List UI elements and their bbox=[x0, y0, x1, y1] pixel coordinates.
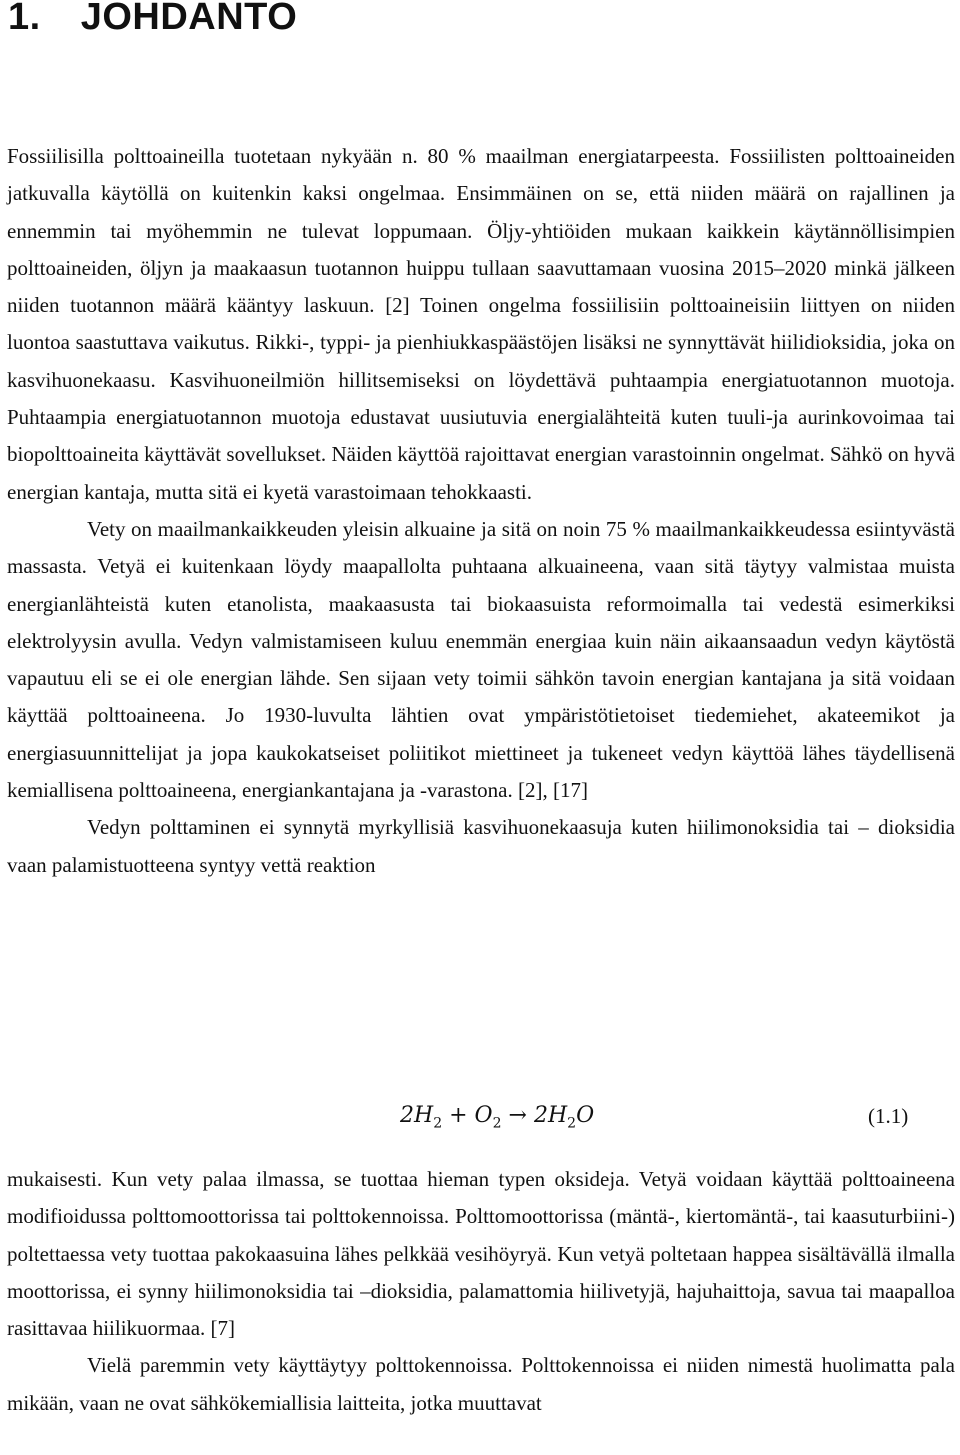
paragraph-hydrogen-combustion: Vedyn polttaminen ei synnytä myrkyllisiä kasvihuonekaasuja kuten hiilimonoksidia tai – dioksidia vaan palamistuotteena syntyy vettä reaktion bbox=[7, 815, 955, 877]
section-number: 1. bbox=[8, 0, 41, 38]
paragraph-combustion-engines: mukaisesti. Kun vety palaa ilmassa, se tuottaa hieman typen oksideja. Vetyä voidaan käyttää polttoaineena modifioidussa polttomoottorissa tai polttokennoissa. Polttomoottorissa (mäntä-, kiertomäntä-, tai kaasuturbiini-) poltettaessa vety tuottaa pakokaasuina lähes pelkkää vesihöyryä. Kun vetyä poltetaan happea sisältävällä ilmalla moottorissa, ei synny hiilimonoksidia tai –dioksidia, palamattomia hiilivetyjä, hajuhaittoja, savua tai maapalloa rasittavaa hiilikuormaa. [7] bbox=[7, 1167, 955, 1341]
equation-number: (1.1) bbox=[868, 1104, 909, 1128]
equation-row bbox=[0, 1098, 960, 1134]
section-heading bbox=[8, 0, 297, 40]
body-text-lower bbox=[7, 1161, 955, 1422]
paragraph-fuel-cells: Vielä paremmin vety käyttäytyy polttokennoissa. Polttokennoissa ei niiden nimestä huolimatta pala mikään, vaan ne ovat sähkökemiallisia laitteita, jotka muuttavat bbox=[7, 1353, 955, 1415]
section-title: JOHDANTO bbox=[80, 0, 298, 38]
paragraph-hydrogen: Vety on maailmankaikkeuden yleisin alkuaine ja sitä on noin 75 % maailmankaikkeudessa esiintyvästä massasta. Vetyä ei kuitenkaan löydy maapallolta puhtaana alkuaineena, vaan sitä täytyy valmistaa muista energianlähteistä kuten etanolista, maakaasusta tai biokaasuista reformoimalla tai vedestä esimerkiksi elektrolyysin avulla. Vedyn valmistamiseen kuluu enemmän energiaa kuin näin aikaansaadun vedyn käytöstä vapautuu eli se ei ole energian lähde. Sen sijaan vety toimii sähkön tavoin energian kantajana ja sitä voidaan käyttää polttoaineena. Jo 1930-luvulta lähtien ovat ympäristötietoiset tiedemiehet, akateemikot ja energiasuunnittelijat ja jopa kaukokatseiset poliitikot miettineet ja tukeneet vedyn käyttöä lähes täydellisenä kemiallisena polttoaineena, energiankantajana ja -varastona. [2], [17] bbox=[7, 516, 955, 803]
paragraph-fossil-fuels: Fossiilisilla polttoaineilla tuotetaan nykyään n. 80 % maailman energiatarpeesta. Fossiilisten polttoaineiden jatkuvalla käytöllä on kuitenkin kaksi ongelmaa. Ensimmäinen on se, että niiden määrä on rajallinen ja ennemmin tai myöhemmin ne tulevat loppumaan. Öljy-yhtiöiden mukaan kaikkein käytännöllisimpien polttoaineiden, öljyn ja maakaasun tuotannon huippu tullaan saavuttamaan vuosina 2015–2020 minkä jälkeen niiden tuotannon määrä kääntyy laskuun. [2] Toinen ongelma fossiilisiin polttoaineisiin liittyen on niiden luontoa saastuttava vaikutus. Rikki-, typpi- ja pienhiukkaspäästöjen lisäksi ne synnyttävät hiilidioksidia, joka on kasvihuonekaasu. Kasvihuoneilmiön hillitsemiseksi on löydettävä puhtaampia energiatuotannon muotoja. Puhtaampia energiatuotannon muotoja edustavat uusiutuvia energialähteitä kuten tuuli-ja aurinkovoimaa tai biopolttoaineita käyttävät sovellukset. Näiden käyttöä rajoittavat energian varastoinnin ongelmat. Sähkö on hyvä energian kantaja, mutta sitä ei kyetä varastoimaan tehokkaasti. bbox=[7, 144, 955, 504]
body-text-upper bbox=[7, 138, 955, 884]
chemical-equation: $2H_2 + O_2 \to 2H_2O$ bbox=[400, 1103, 595, 1132]
